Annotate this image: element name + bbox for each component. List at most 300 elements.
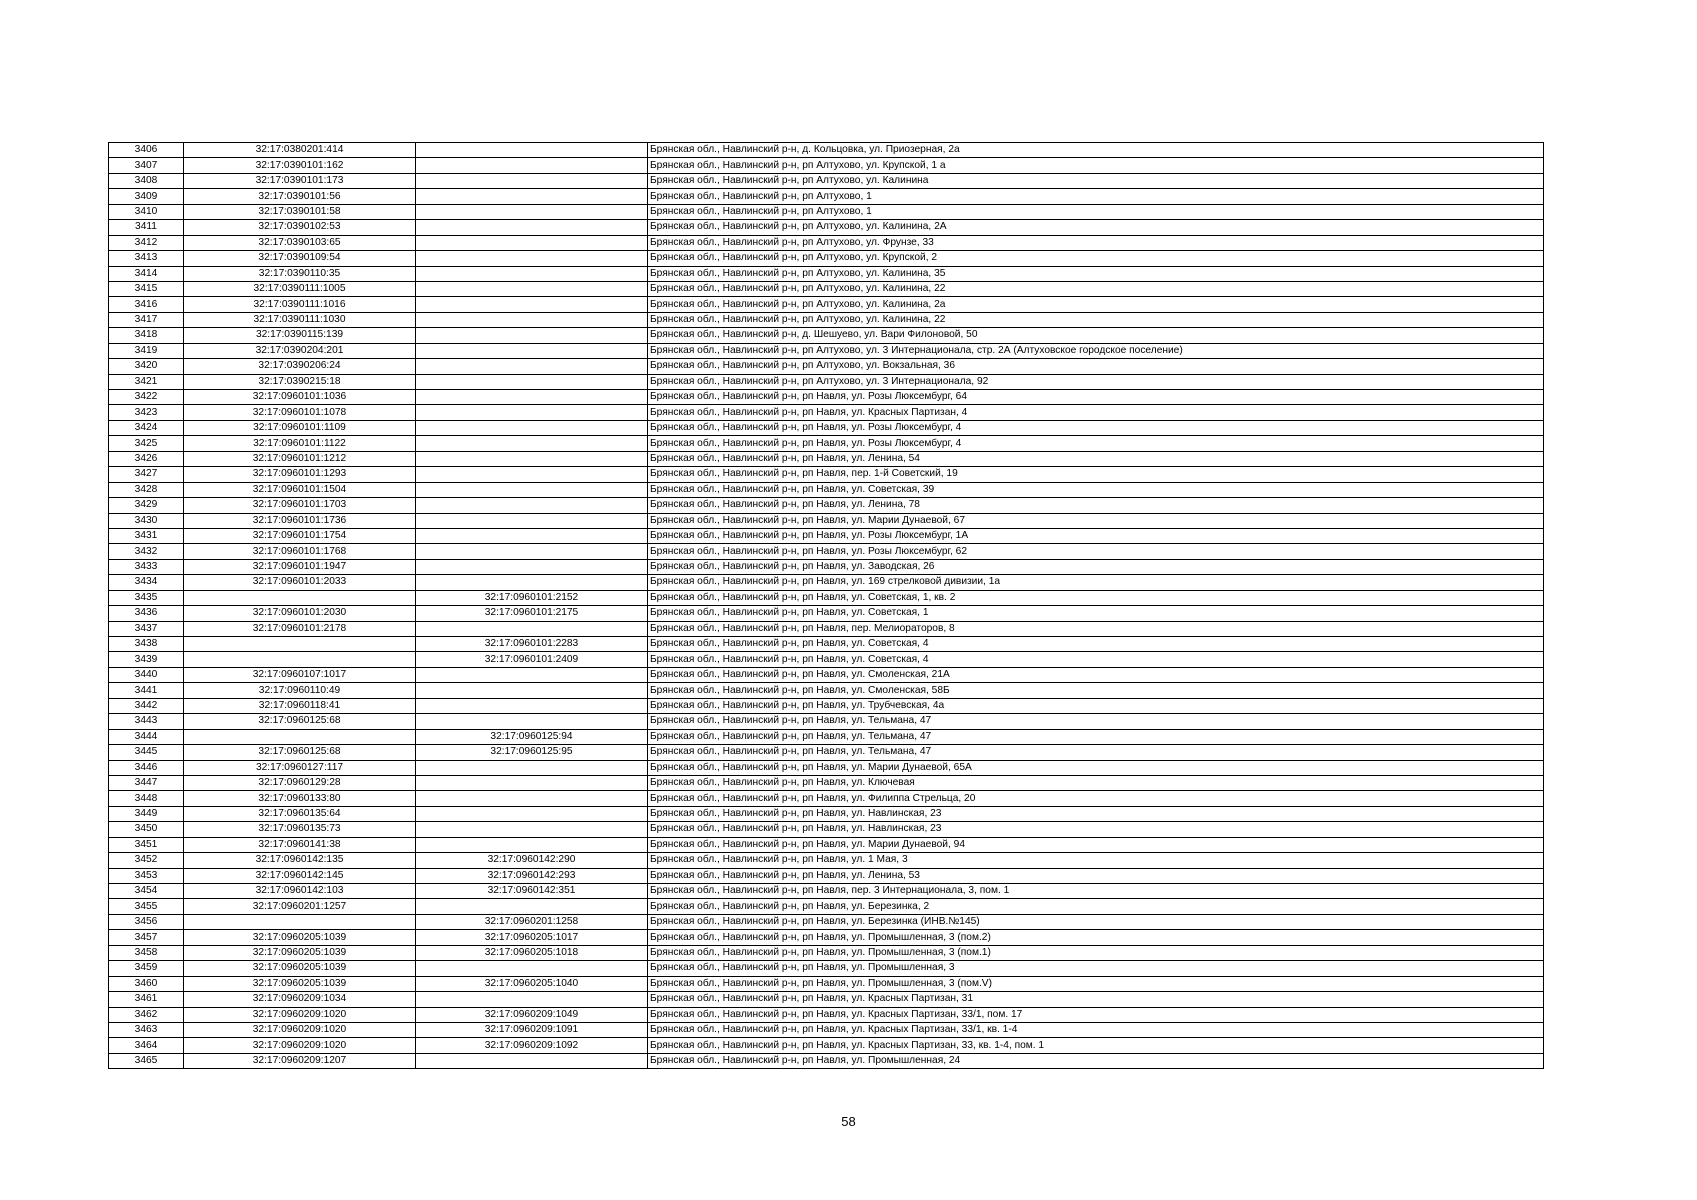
table-row: [109, 621, 1544, 636]
address-cell: Брянская обл., Навлинский р-н, рп Алтухово, 1: [648, 204, 1544, 219]
row-number-cell: 3412: [109, 235, 184, 250]
related-cadastral-number-cell: [416, 143, 648, 158]
cadastral-number-cell: 32:17:0960101:1754: [184, 528, 416, 543]
table-row: [109, 482, 1544, 497]
address-cell: Брянская обл., Навлинский р-н, рп Навля, ул. Красных Партизан, 33/1, кв. 1-4: [648, 1022, 1544, 1037]
row-number-cell: 3421: [109, 374, 184, 389]
table-row: [109, 914, 1544, 929]
table-row: [109, 1022, 1544, 1037]
related-cadastral-number-cell: [416, 683, 648, 698]
table-body: [109, 143, 1544, 1069]
related-cadastral-number-cell: [416, 220, 648, 235]
row-number-cell: 3440: [109, 667, 184, 682]
row-number-cell: 3410: [109, 204, 184, 219]
row-number-cell: 3429: [109, 498, 184, 513]
related-cadastral-number-cell: 32:17:0960142:290: [416, 853, 648, 868]
address-cell: Брянская обл., Навлинский р-н, д. Кольцовка, ул. Приозерная, 2а: [648, 143, 1544, 158]
table-row: [109, 343, 1544, 358]
related-cadastral-number-cell: [416, 544, 648, 559]
row-number-cell: 3444: [109, 729, 184, 744]
table-row: [109, 853, 1544, 868]
row-number-cell: 3428: [109, 482, 184, 497]
address-cell: Брянская обл., Навлинский р-н, рп Навля, ул. Советская, 39: [648, 482, 1544, 497]
address-cell: Брянская обл., Навлинский р-н, рп Навля, ул. 1 Мая, 3: [648, 853, 1544, 868]
address-cell: Брянская обл., Навлинский р-н, рп Навля, пер. 1-й Советский, 19: [648, 467, 1544, 482]
row-number-cell: 3420: [109, 359, 184, 374]
address-cell: Брянская обл., Навлинский р-н, рп Навля, ул. Промышленная, 3: [648, 961, 1544, 976]
cadastral-number-cell: 32:17:0380201:414: [184, 143, 416, 158]
row-number-cell: 3411: [109, 220, 184, 235]
table-row: [109, 328, 1544, 343]
cadastral-number-cell: 32:17:0960101:1122: [184, 436, 416, 451]
row-number-cell: 3434: [109, 575, 184, 590]
address-cell: Брянская обл., Навлинский р-н, д. Шешуево, ул. Вари Филоновой, 50: [648, 328, 1544, 343]
cadastral-number-cell: 32:17:0960101:1768: [184, 544, 416, 559]
address-cell: Брянская обл., Навлинский р-н, рп Навля, ул. Розы Люксембург, 1А: [648, 528, 1544, 543]
row-number-cell: 3417: [109, 312, 184, 327]
related-cadastral-number-cell: [416, 837, 648, 852]
cadastral-number-cell: [184, 637, 416, 652]
address-cell: Брянская обл., Навлинский р-н, рп Навля, ул. Советская, 1: [648, 606, 1544, 621]
related-cadastral-number-cell: [416, 343, 648, 358]
address-cell: Брянская обл., Навлинский р-н, рп Алтухово, ул. Калинина, 2А: [648, 220, 1544, 235]
cadastral-number-cell: 32:17:0960209:1020: [184, 1022, 416, 1037]
address-cell: Брянская обл., Навлинский р-н, рп Алтухово, ул. Калинина, 35: [648, 266, 1544, 281]
related-cadastral-number-cell: [416, 498, 648, 513]
table-row: [109, 575, 1544, 590]
table-row: [109, 451, 1544, 466]
related-cadastral-number-cell: 32:17:0960101:2283: [416, 637, 648, 652]
table-row: [109, 760, 1544, 775]
row-number-cell: 3409: [109, 189, 184, 204]
page-number: 58: [841, 1114, 856, 1129]
table-row: [109, 436, 1544, 451]
address-cell: Брянская обл., Навлинский р-н, рп Навля, ул. Ленина, 54: [648, 451, 1544, 466]
address-cell: Брянская обл., Навлинский р-н, рп Навля, ул. Навлинская, 23: [648, 806, 1544, 821]
table-row: [109, 405, 1544, 420]
related-cadastral-number-cell: [416, 775, 648, 790]
address-cell: Брянская обл., Навлинский р-н, рп Навля, ул. Розы Люксембург, 4: [648, 420, 1544, 435]
row-number-cell: 3450: [109, 822, 184, 837]
cadastral-number-cell: 32:17:0960129:28: [184, 775, 416, 790]
cadastral-number-cell: 32:17:0390110:35: [184, 266, 416, 281]
cadastral-number-cell: 32:17:0960142:103: [184, 884, 416, 899]
table-row: [109, 945, 1544, 960]
table-row: [109, 637, 1544, 652]
cadastral-number-cell: 32:17:0390206:24: [184, 359, 416, 374]
row-number-cell: 3452: [109, 853, 184, 868]
related-cadastral-number-cell: 32:17:0960201:1258: [416, 914, 648, 929]
cadastral-number-cell: 32:17:0960101:1109: [184, 420, 416, 435]
address-cell: Брянская обл., Навлинский р-н, рп Навля, ул. 169 стрелковой дивизии, 1а: [648, 575, 1544, 590]
related-cadastral-number-cell: 32:17:0960209:1049: [416, 1007, 648, 1022]
related-cadastral-number-cell: [416, 405, 648, 420]
cadastral-number-cell: 32:17:0960101:1212: [184, 451, 416, 466]
related-cadastral-number-cell: [416, 482, 648, 497]
property-register-table: [108, 142, 1544, 1069]
related-cadastral-number-cell: [416, 374, 648, 389]
address-cell: Брянская обл., Навлинский р-н, рп Навля, ул. Марии Дунаевой, 94: [648, 837, 1544, 852]
table-row: [109, 976, 1544, 991]
address-cell: Брянская обл., Навлинский р-н, рп Навля, ул. Промышленная, 3 (пом.2): [648, 930, 1544, 945]
table-row: [109, 544, 1544, 559]
row-number-cell: 3447: [109, 775, 184, 790]
table-row: [109, 667, 1544, 682]
row-number-cell: 3442: [109, 698, 184, 713]
row-number-cell: 3439: [109, 652, 184, 667]
address-cell: Брянская обл., Навлинский р-н, рп Навля, ул. Ленина, 53: [648, 868, 1544, 883]
related-cadastral-number-cell: 32:17:0960101:2409: [416, 652, 648, 667]
table-row: [109, 806, 1544, 821]
row-number-cell: 3423: [109, 405, 184, 420]
row-number-cell: 3415: [109, 281, 184, 296]
related-cadastral-number-cell: [416, 390, 648, 405]
related-cadastral-number-cell: [416, 436, 648, 451]
cadastral-number-cell: [184, 590, 416, 605]
table-row: [109, 467, 1544, 482]
row-number-cell: 3448: [109, 791, 184, 806]
related-cadastral-number-cell: [416, 791, 648, 806]
address-cell: Брянская обл., Навлинский р-н, рп Навля, ул. Ленина, 78: [648, 498, 1544, 513]
row-number-cell: 3407: [109, 158, 184, 173]
related-cadastral-number-cell: [416, 961, 648, 976]
table-row: [109, 266, 1544, 281]
cadastral-number-cell: 32:17:0390101:173: [184, 173, 416, 188]
related-cadastral-number-cell: 32:17:0960205:1040: [416, 976, 648, 991]
row-number-cell: 3422: [109, 390, 184, 405]
address-cell: Брянская обл., Навлинский р-н, рп Алтухово, ул. Калинина, 22: [648, 312, 1544, 327]
address-cell: Брянская обл., Навлинский р-н, рп Навля, ул. Тельмана, 47: [648, 745, 1544, 760]
address-cell: Брянская обл., Навлинский р-н, рп Алтухово, 1: [648, 189, 1544, 204]
address-cell: Брянская обл., Навлинский р-н, рп Навля, ул. Тельмана, 47: [648, 729, 1544, 744]
address-cell: Брянская обл., Навлинский р-н, рп Алтухово, ул. 3 Интернационала, стр. 2А (Алтуховское городское поселение): [648, 343, 1544, 358]
cadastral-number-cell: 32:17:0390109:54: [184, 251, 416, 266]
cadastral-number-cell: [184, 652, 416, 667]
cadastral-number-cell: 32:17:0960205:1039: [184, 976, 416, 991]
cadastral-number-cell: 32:17:0960201:1257: [184, 899, 416, 914]
table-row: [109, 420, 1544, 435]
row-number-cell: 3453: [109, 868, 184, 883]
table-row: [109, 683, 1544, 698]
related-cadastral-number-cell: [416, 235, 648, 250]
row-number-cell: 3436: [109, 606, 184, 621]
cadastral-number-cell: 32:17:0960133:80: [184, 791, 416, 806]
table-row: [109, 374, 1544, 389]
address-cell: Брянская обл., Навлинский р-н, рп Алтухово, ул. Крупской, 1 а: [648, 158, 1544, 173]
cadastral-number-cell: 32:17:0960110:49: [184, 683, 416, 698]
related-cadastral-number-cell: 32:17:0960101:2152: [416, 590, 648, 605]
cadastral-number-cell: 32:17:0960101:1947: [184, 559, 416, 574]
row-number-cell: 3454: [109, 884, 184, 899]
row-number-cell: 3431: [109, 528, 184, 543]
related-cadastral-number-cell: [416, 698, 648, 713]
table-row: [109, 729, 1544, 744]
row-number-cell: 3408: [109, 173, 184, 188]
cadastral-number-cell: 32:17:0960101:2030: [184, 606, 416, 621]
address-cell: Брянская обл., Навлинский р-н, рп Навля, ул. Розы Люксембург, 62: [648, 544, 1544, 559]
table-row: [109, 590, 1544, 605]
cadastral-number-cell: 32:17:0390204:201: [184, 343, 416, 358]
address-cell: Брянская обл., Навлинский р-н, рп Навля, ул. Розы Люксембург, 64: [648, 390, 1544, 405]
cadastral-number-cell: 32:17:0960209:1020: [184, 1038, 416, 1053]
table-row: [109, 791, 1544, 806]
table-row: [109, 745, 1544, 760]
related-cadastral-number-cell: [416, 714, 648, 729]
address-cell: Брянская обл., Навлинский р-н, рп Навля, ул. Красных Партизан, 33, кв. 1-4, пом. 1: [648, 1038, 1544, 1053]
table-row: [109, 297, 1544, 312]
cadastral-number-cell: 32:17:0960209:1207: [184, 1053, 416, 1068]
row-number-cell: 3445: [109, 745, 184, 760]
related-cadastral-number-cell: 32:17:0960125:95: [416, 745, 648, 760]
cadastral-number-cell: 32:17:0960142:135: [184, 853, 416, 868]
cadastral-number-cell: 32:17:0960101:2178: [184, 621, 416, 636]
related-cadastral-number-cell: [416, 513, 648, 528]
row-number-cell: 3461: [109, 992, 184, 1007]
row-number-cell: 3419: [109, 343, 184, 358]
row-number-cell: 3414: [109, 266, 184, 281]
table-row: [109, 359, 1544, 374]
related-cadastral-number-cell: 32:17:0960209:1091: [416, 1022, 648, 1037]
address-cell: Брянская обл., Навлинский р-н, рп Навля, ул. Красных Партизан, 4: [648, 405, 1544, 420]
row-number-cell: 3413: [109, 251, 184, 266]
address-cell: Брянская обл., Навлинский р-н, рп Навля, ул. Березинка (ИНВ.№145): [648, 914, 1544, 929]
cadastral-number-cell: 32:17:0390111:1016: [184, 297, 416, 312]
cadastral-number-cell: 32:17:0960101:2033: [184, 575, 416, 590]
cadastral-number-cell: 32:17:0390111:1030: [184, 312, 416, 327]
row-number-cell: 3425: [109, 436, 184, 451]
table-row: [109, 281, 1544, 296]
address-cell: Брянская обл., Навлинский р-н, рп Навля, ул. Розы Люксембург, 4: [648, 436, 1544, 451]
address-cell: Брянская обл., Навлинский р-н, рп Навля, пер. Мелиораторов, 8: [648, 621, 1544, 636]
table-row: [109, 992, 1544, 1007]
related-cadastral-number-cell: [416, 251, 648, 266]
cadastral-number-cell: 32:17:0390101:56: [184, 189, 416, 204]
table-row: [109, 899, 1544, 914]
table-row: [109, 868, 1544, 883]
cadastral-number-cell: 32:17:0390115:139: [184, 328, 416, 343]
table-row: [109, 220, 1544, 235]
row-number-cell: 3449: [109, 806, 184, 821]
row-number-cell: 3435: [109, 590, 184, 605]
related-cadastral-number-cell: [416, 158, 648, 173]
cadastral-number-cell: 32:17:0960209:1020: [184, 1007, 416, 1022]
address-cell: Брянская обл., Навлинский р-н, рп Алтухово, ул. Калинина: [648, 173, 1544, 188]
address-cell: Брянская обл., Навлинский р-н, рп Навля, ул. Советская, 1, кв. 2: [648, 590, 1544, 605]
cadastral-number-cell: 32:17:0390101:162: [184, 158, 416, 173]
row-number-cell: 3462: [109, 1007, 184, 1022]
related-cadastral-number-cell: [416, 189, 648, 204]
row-number-cell: 3433: [109, 559, 184, 574]
cadastral-number-cell: 32:17:0960101:1504: [184, 482, 416, 497]
related-cadastral-number-cell: [416, 328, 648, 343]
related-cadastral-number-cell: [416, 467, 648, 482]
row-number-cell: 3464: [109, 1038, 184, 1053]
cadastral-number-cell: 32:17:0960135:73: [184, 822, 416, 837]
cadastral-number-cell: 32:17:0960125:68: [184, 714, 416, 729]
related-cadastral-number-cell: [416, 1053, 648, 1068]
table-row: [109, 143, 1544, 158]
address-cell: Брянская обл., Навлинский р-н, рп Алтухово, ул. Калинина, 2а: [648, 297, 1544, 312]
related-cadastral-number-cell: [416, 297, 648, 312]
related-cadastral-number-cell: [416, 173, 648, 188]
related-cadastral-number-cell: 32:17:0960142:351: [416, 884, 648, 899]
cadastral-number-cell: 32:17:0390111:1005: [184, 281, 416, 296]
related-cadastral-number-cell: [416, 204, 648, 219]
address-cell: Брянская обл., Навлинский р-н, рп Навля, ул. Промышленная, 24: [648, 1053, 1544, 1068]
related-cadastral-number-cell: 32:17:0960209:1092: [416, 1038, 648, 1053]
address-cell: Брянская обл., Навлинский р-н, рп Навля, ул. Навлинская, 23: [648, 822, 1544, 837]
row-number-cell: 3446: [109, 760, 184, 775]
row-number-cell: 3460: [109, 976, 184, 991]
row-number-cell: 3457: [109, 930, 184, 945]
row-number-cell: 3463: [109, 1022, 184, 1037]
address-cell: Брянская обл., Навлинский р-н, рп Навля, ул. Смоленская, 21А: [648, 667, 1544, 682]
row-number-cell: 3455: [109, 899, 184, 914]
related-cadastral-number-cell: [416, 575, 648, 590]
cadastral-number-cell: 32:17:0960205:1039: [184, 945, 416, 960]
related-cadastral-number-cell: [416, 992, 648, 1007]
address-cell: Брянская обл., Навлинский р-н, рп Навля, ул. Заводская, 26: [648, 559, 1544, 574]
row-number-cell: 3441: [109, 683, 184, 698]
related-cadastral-number-cell: [416, 266, 648, 281]
related-cadastral-number-cell: [416, 281, 648, 296]
table-row: [109, 528, 1544, 543]
related-cadastral-number-cell: [416, 806, 648, 821]
related-cadastral-number-cell: [416, 312, 648, 327]
cadastral-number-cell: 32:17:0960101:1036: [184, 390, 416, 405]
table-row: [109, 189, 1544, 204]
related-cadastral-number-cell: [416, 559, 648, 574]
table-row: [109, 837, 1544, 852]
table-row: [109, 930, 1544, 945]
related-cadastral-number-cell: 32:17:0960205:1017: [416, 930, 648, 945]
address-cell: Брянская обл., Навлинский р-н, рп Алтухово, ул. Фрунзе, 33: [648, 235, 1544, 250]
row-number-cell: 3406: [109, 143, 184, 158]
cadastral-number-cell: [184, 914, 416, 929]
table-row: [109, 698, 1544, 713]
table-row: [109, 158, 1544, 173]
cadastral-number-cell: 32:17:0960101:1736: [184, 513, 416, 528]
related-cadastral-number-cell: [416, 667, 648, 682]
address-cell: Брянская обл., Навлинский р-н, рп Алтухово, ул. Вокзальная, 36: [648, 359, 1544, 374]
cadastral-number-cell: 32:17:0960205:1039: [184, 961, 416, 976]
row-number-cell: 3424: [109, 420, 184, 435]
row-number-cell: 3427: [109, 467, 184, 482]
table-row: [109, 251, 1544, 266]
row-number-cell: 3451: [109, 837, 184, 852]
related-cadastral-number-cell: 32:17:0960125:94: [416, 729, 648, 744]
table-row: [109, 714, 1544, 729]
table-row: [109, 961, 1544, 976]
related-cadastral-number-cell: [416, 760, 648, 775]
cadastral-number-cell: 32:17:0390103:65: [184, 235, 416, 250]
address-cell: Брянская обл., Навлинский р-н, рп Навля, ул. Филиппа Стрельца, 20: [648, 791, 1544, 806]
table-row: [109, 1007, 1544, 1022]
related-cadastral-number-cell: 32:17:0960101:2175: [416, 606, 648, 621]
cadastral-number-cell: 32:17:0960205:1039: [184, 930, 416, 945]
table-row: [109, 390, 1544, 405]
table-row: [109, 775, 1544, 790]
address-cell: Брянская обл., Навлинский р-н, рп Навля, ул. Промышленная, 3 (пом.1): [648, 945, 1544, 960]
table-row: [109, 312, 1544, 327]
row-number-cell: 3456: [109, 914, 184, 929]
address-cell: Брянская обл., Навлинский р-н, рп Навля, ул. Красных Партизан, 31: [648, 992, 1544, 1007]
cadastral-number-cell: 32:17:0390101:58: [184, 204, 416, 219]
cadastral-number-cell: 32:17:0960209:1034: [184, 992, 416, 1007]
cadastral-number-cell: 32:17:0390215:18: [184, 374, 416, 389]
cadastral-number-cell: 32:17:0390102:53: [184, 220, 416, 235]
address-cell: Брянская обл., Навлинский р-н, рп Навля, ул. Ключевая: [648, 775, 1544, 790]
row-number-cell: 3418: [109, 328, 184, 343]
address-cell: Брянская обл., Навлинский р-н, рп Навля, ул. Марии Дунаевой, 65А: [648, 760, 1544, 775]
cadastral-number-cell: 32:17:0960101:1703: [184, 498, 416, 513]
related-cadastral-number-cell: [416, 822, 648, 837]
address-cell: Брянская обл., Навлинский р-н, рп Навля, ул. Красных Партизан, 33/1, пом. 17: [648, 1007, 1544, 1022]
address-cell: Брянская обл., Навлинский р-н, рп Навля, ул. Смоленская, 58Б: [648, 683, 1544, 698]
cadastral-number-cell: 32:17:0960101:1293: [184, 467, 416, 482]
cadastral-number-cell: 32:17:0960101:1078: [184, 405, 416, 420]
table-row: [109, 173, 1544, 188]
related-cadastral-number-cell: [416, 621, 648, 636]
related-cadastral-number-cell: 32:17:0960205:1018: [416, 945, 648, 960]
table-row: [109, 513, 1544, 528]
address-cell: Брянская обл., Навлинский р-н, рп Навля, ул. Промышленная, 3 (пом.V): [648, 976, 1544, 991]
address-cell: Брянская обл., Навлинский р-н, рп Алтухово, ул. Крупской, 2: [648, 251, 1544, 266]
row-number-cell: 3465: [109, 1053, 184, 1068]
related-cadastral-number-cell: [416, 451, 648, 466]
address-cell: Брянская обл., Навлинский р-н, рп Навля, ул. Трубчевская, 4а: [648, 698, 1544, 713]
table-row: [109, 1038, 1544, 1053]
related-cadastral-number-cell: [416, 359, 648, 374]
row-number-cell: 3426: [109, 451, 184, 466]
row-number-cell: 3437: [109, 621, 184, 636]
related-cadastral-number-cell: 32:17:0960142:293: [416, 868, 648, 883]
address-cell: Брянская обл., Навлинский р-н, рп Навля, ул. Советская, 4: [648, 637, 1544, 652]
cadastral-number-cell: 32:17:0960107:1017: [184, 667, 416, 682]
cadastral-number-cell: 32:17:0960127:117: [184, 760, 416, 775]
table-row: [109, 204, 1544, 219]
related-cadastral-number-cell: [416, 528, 648, 543]
address-cell: Брянская обл., Навлинский р-н, рп Навля, ул. Марии Дунаевой, 67: [648, 513, 1544, 528]
row-number-cell: 3430: [109, 513, 184, 528]
table-row: [109, 1053, 1544, 1068]
table-row: [109, 884, 1544, 899]
address-cell: Брянская обл., Навлинский р-н, рп Навля, пер. 3 Интернационала, 3, пом. 1: [648, 884, 1544, 899]
cadastral-number-cell: 32:17:0960141:38: [184, 837, 416, 852]
related-cadastral-number-cell: [416, 899, 648, 914]
address-cell: Брянская обл., Навлинский р-н, рп Навля, ул. Тельмана, 47: [648, 714, 1544, 729]
cadastral-number-cell: 32:17:0960142:145: [184, 868, 416, 883]
row-number-cell: 3459: [109, 961, 184, 976]
address-cell: Брянская обл., Навлинский р-н, рп Алтухово, ул. Калинина, 22: [648, 281, 1544, 296]
table-row: [109, 652, 1544, 667]
row-number-cell: 3432: [109, 544, 184, 559]
row-number-cell: 3416: [109, 297, 184, 312]
row-number-cell: 3458: [109, 945, 184, 960]
cadastral-number-cell: [184, 729, 416, 744]
address-cell: Брянская обл., Навлинский р-н, рп Навля, ул. Советская, 4: [648, 652, 1544, 667]
table-row: [109, 498, 1544, 513]
table-row: [109, 822, 1544, 837]
related-cadastral-number-cell: [416, 420, 648, 435]
row-number-cell: 3438: [109, 637, 184, 652]
table-row: [109, 559, 1544, 574]
table-row: [109, 235, 1544, 250]
cadastral-number-cell: 32:17:0960135:64: [184, 806, 416, 821]
address-cell: Брянская обл., Навлинский р-н, рп Навля, ул. Березинка, 2: [648, 899, 1544, 914]
cadastral-number-cell: 32:17:0960118:41: [184, 698, 416, 713]
row-number-cell: 3443: [109, 714, 184, 729]
